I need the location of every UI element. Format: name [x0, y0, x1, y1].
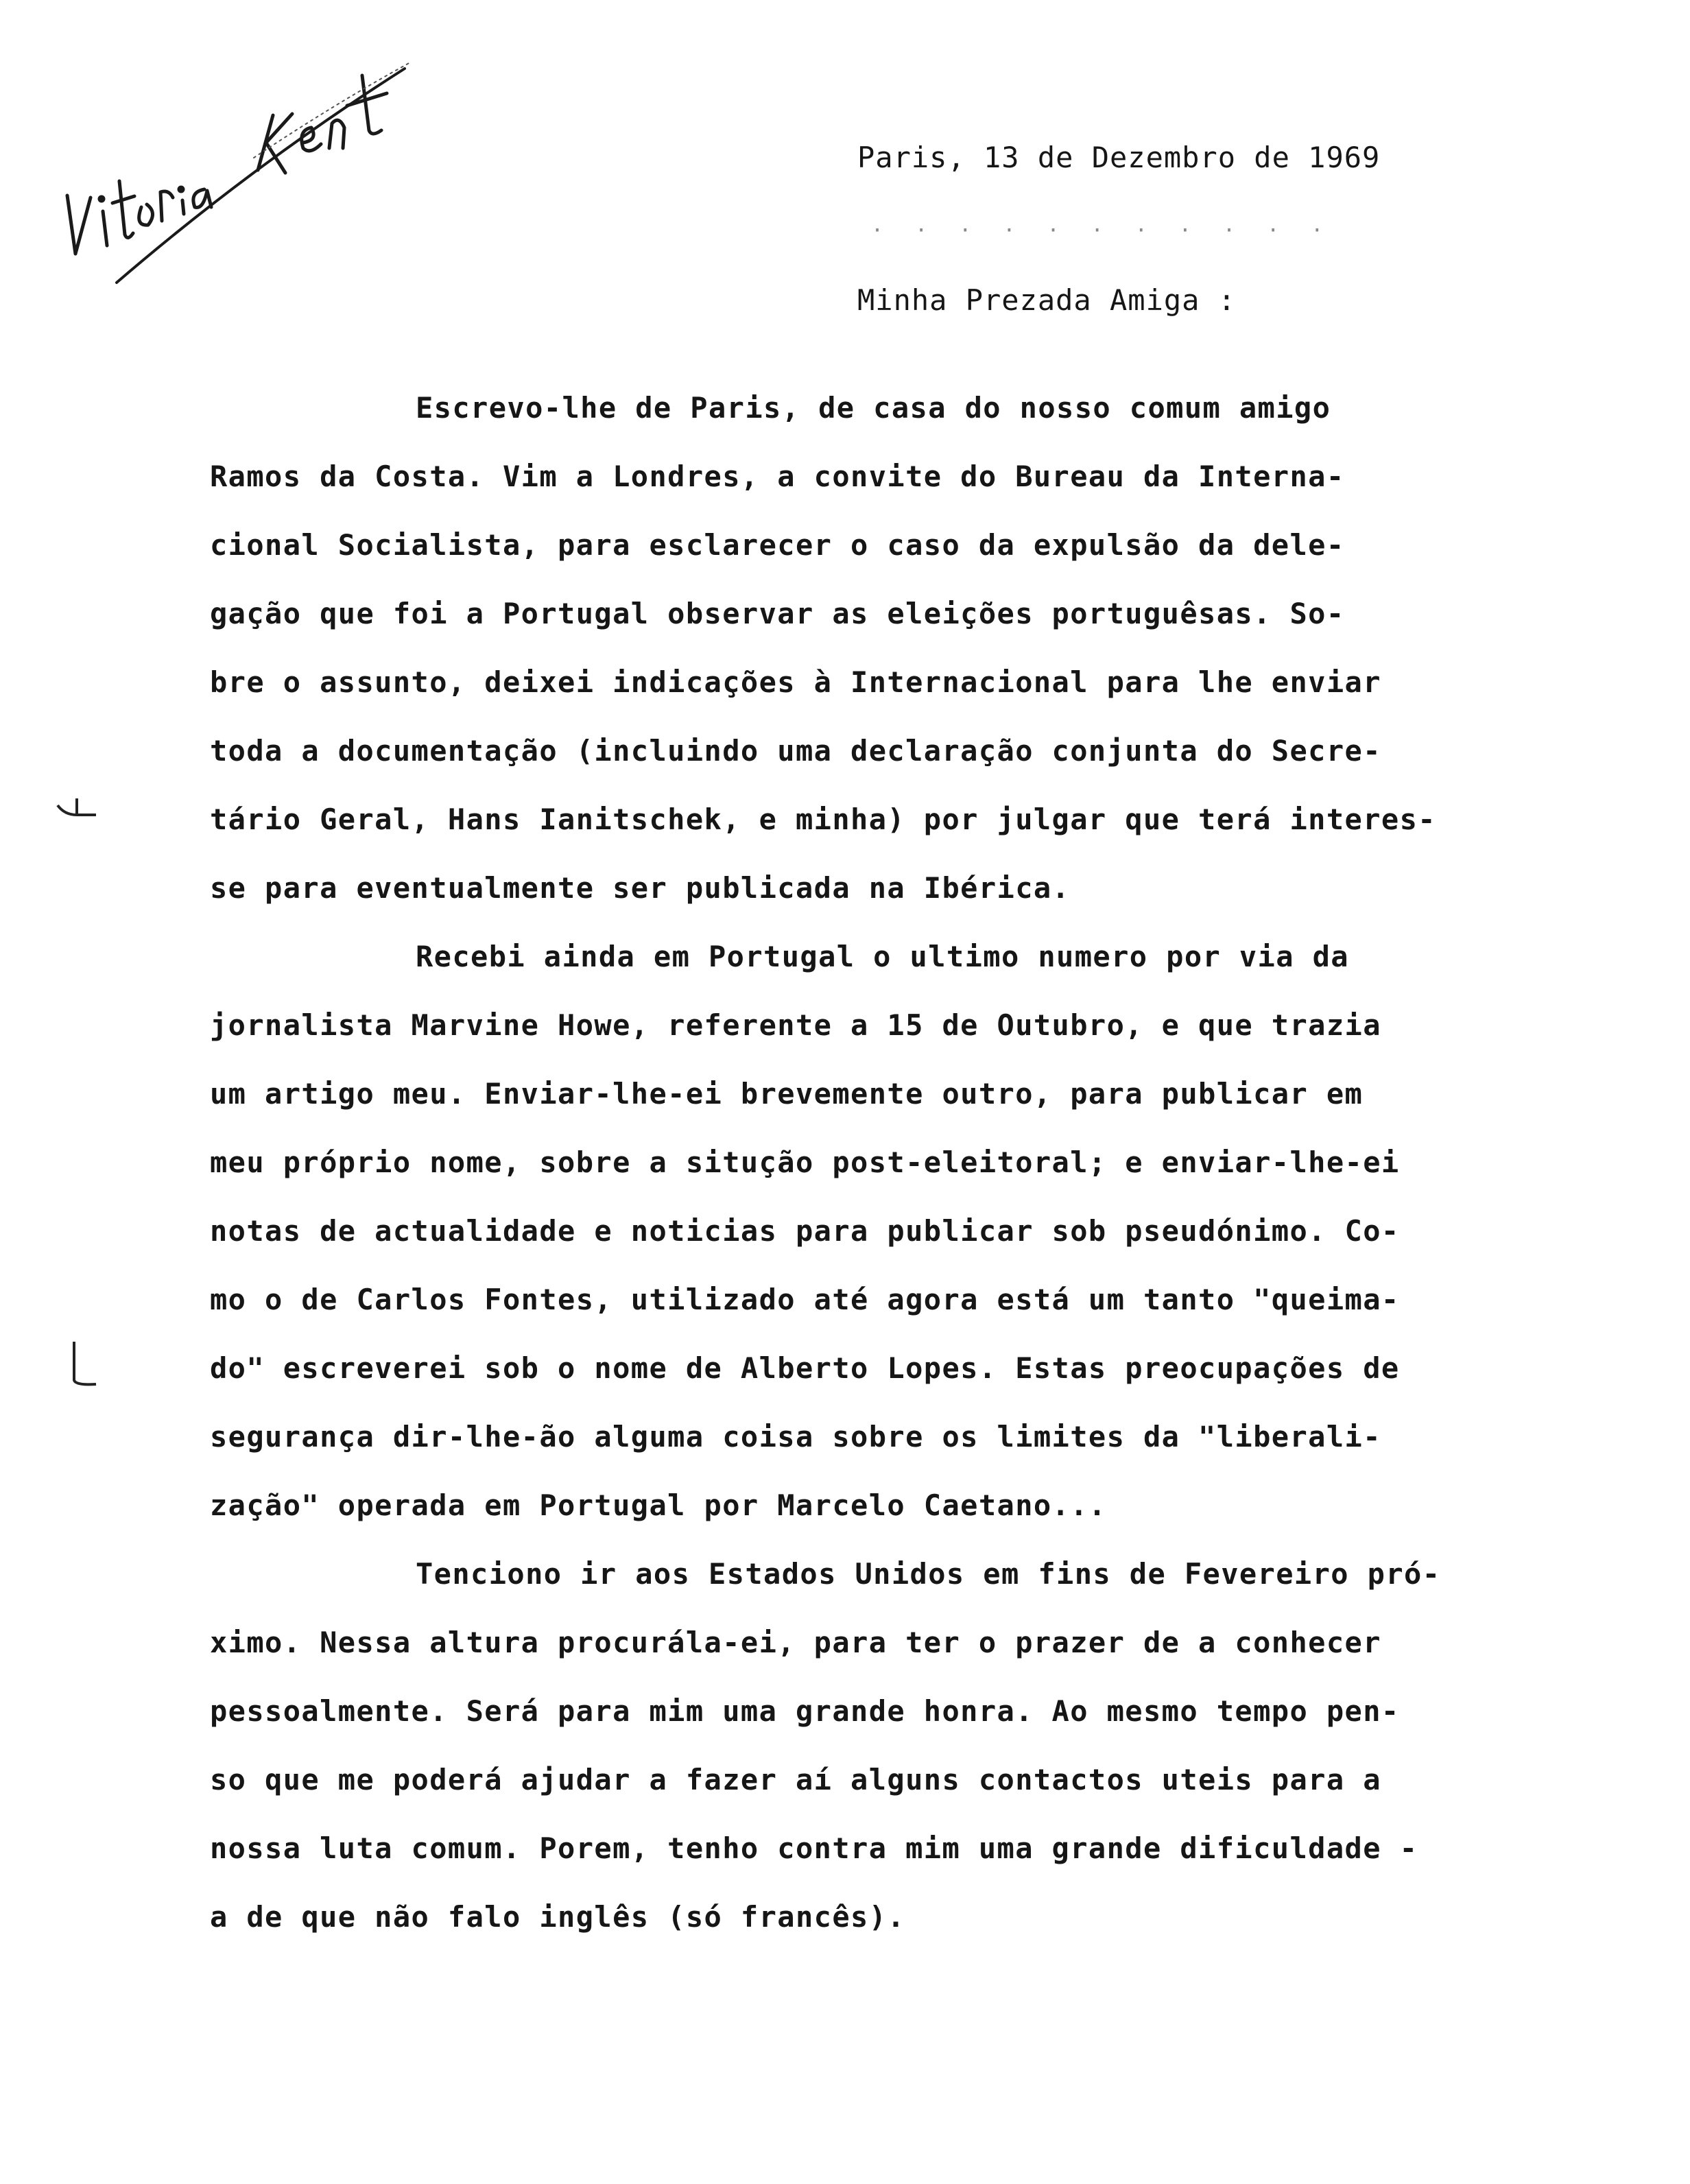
body-line: do" escreverei sob o nome de Alberto Lopes. Estas preocupações de: [210, 1351, 1400, 1385]
margin-mark: [69, 1338, 110, 1392]
body-line: jornalista Marvine Howe, referente a 15 de Outubro, e que trazia: [210, 1008, 1381, 1042]
letter-date: Paris, 13 de Dezembro de 1969: [857, 141, 1381, 174]
margin-mark: [53, 796, 102, 830]
body-line: um artigo meu. Enviar-lhe-ei brevemente outro, para publicar em: [210, 1077, 1364, 1111]
body-line: pessoalmente. Será para mim uma grande honra. Ao mesmo tempo pen-: [210, 1694, 1400, 1728]
body-line: notas de actualidade e noticias para publicar sob pseudónimo. Co-: [210, 1214, 1400, 1248]
body-line: segurança dir-lhe-ão alguma coisa sobre os limites da "liberali-: [210, 1420, 1381, 1453]
body-line: cional Socialista, para esclarecer o caso da expulsão da dele-: [210, 528, 1345, 562]
body-line: gação que foi a Portugal observar as eleições portuguêsas. So-: [210, 597, 1345, 630]
body-line: mo o de Carlos Fontes, utilizado até agora está um tanto "queima-: [210, 1283, 1400, 1316]
body-line: ximo. Nessa altura procurála-ei, para ter o prazer de a conhecer: [210, 1626, 1381, 1659]
body-line: so que me poderá ajudar a fazer aí alguns contactos uteis para a: [210, 1763, 1381, 1796]
body-line: meu próprio nome, sobre a situção post-eleitoral; e enviar-lhe-ei: [210, 1146, 1400, 1179]
letter-body: [210, 384, 1637, 1962]
body-line: nossa luta comum. Porem, tenho contra mim uma grande dificuldade -: [210, 1831, 1418, 1865]
body-line: toda a documentação (incluindo uma declaração conjunta do Secre-: [210, 734, 1381, 768]
body-line: Escrevo-lhe de Paris, de casa do nosso comum amigo: [416, 391, 1331, 425]
body-line: a de que não falo inglês (só francês).: [210, 1900, 906, 1934]
handwritten-signature: [48, 27, 432, 302]
body-line: Tenciono ir aos Estados Unidos em fins de Fevereiro pró-: [416, 1557, 1441, 1591]
letter-salutation: Minha Prezada Amiga :: [857, 283, 1237, 317]
body-line: se para eventualmente ser publicada na Ibérica.: [210, 871, 1071, 905]
faint-dots-divider: · · · · · · · · · · ·: [871, 219, 1333, 243]
body-line: Ramos da Costa. Vim a Londres, a convite do Bureau da Interna-: [210, 460, 1345, 493]
body-line: zação" operada em Portugal por Marcelo Caetano...: [210, 1488, 1107, 1522]
body-line: bre o assunto, deixei indicações à Internacional para lhe enviar: [210, 665, 1381, 699]
body-line: Recebi ainda em Portugal o ultimo numero por via da: [416, 940, 1349, 973]
body-line: tário Geral, Hans Ianitschek, e minha) por julgar que terá interes-: [210, 803, 1436, 836]
